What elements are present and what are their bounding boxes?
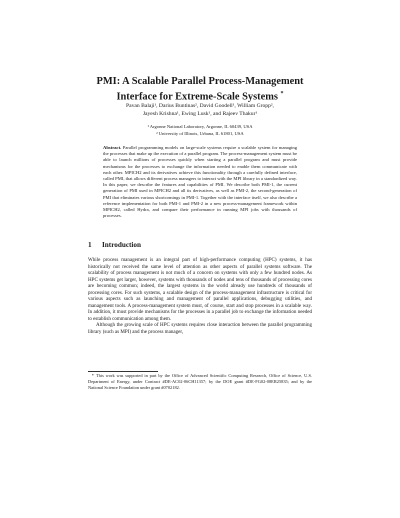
paragraph-1: While process management is an integral part of high-performance computing (HPC) systems, it has historically not received the same level of attention as other aspects of parallel systems software. The scalability of process management is not much of a concern on systems with only a few hundred nodes. As HPC systems get larger, however, systems with thousands of nodes and tens of thousands of processing cores are becoming common; indeed, the largest systems in the world already use hundreds of thousands of processing cores. For such systems, a scalable design of the process-management infrastructure is critical for various aspects such as launching and management of parallel applications, debugging utilities, and management tools. A process-management system must, of course, start and stop processes in a scalable way. In addition, it must provide mechanisms for the processes in a parallel job to exchange the information needed to establish communication among them. (88, 257, 312, 322)
title-line-2-text: Interface for Extreme-Scale Systems (116, 91, 278, 103)
authors-line-2: Jayesh Krishna¹, Ewing Lusk¹, and Rajeev Thakur¹ (142, 111, 258, 117)
authors-line-1: Pavan Balaji¹, Darius Buntinas², David Goodell¹, William Gropp², (126, 103, 274, 109)
footnote-rule (88, 371, 158, 372)
section-title: Introduction (102, 241, 142, 249)
paper-title (80, 75, 320, 103)
footnote (88, 373, 312, 391)
affiliations (100, 124, 300, 137)
title-line-1: PMI: A Scalable Parallel Process-Management (96, 76, 304, 87)
section-heading (88, 241, 141, 249)
paragraph-2: Although the growing scale of HPC systems requires close interaction between the parallel programming library (such as MPI) and the process manager, (88, 322, 312, 336)
footnote-mark: * (91, 373, 94, 378)
abstract-text: Parallel programming models on large-scale systems require a scalable system for managing the processes that make up the execution of a parallel program. The process-management system must be able to launch millions of processes quickly when starting a parallel program and must provide mechanisms for the processes to exchange the information needed to enable them communicate with each other. MPICH2 and its derivatives achieve this functionality through a carefully defined interface, called PMI, that allows different process managers to interact with the MPI library in a standardized way. In this paper, we describe the features and capabilities of PMI. We describe both PMI-1, the current generation of PMI used in MPICH2 and all its derivatives, as well as PMI-2, the second-generation of PMI that eliminates various shortcomings in PMI-1. Together with the interface itself, we also describe a reference implementation for both PMI-1 and PMI-2 in a new process-management framework within MPICH2, called Hydra, and compare their performance in running MPI jobs with thousands of processes. (103, 145, 297, 219)
footnote-text: This work was supported in part by the Office of Advanced Scientific Computing Research, Office of Science, U.S. Department of Energy, under Contract #DE-AC02-06CH11357; by the DOE grant #DE-FG02-08ER25835; and by the National Science Foundation under grant #0702182. (88, 373, 312, 390)
abstract-label: Abstract. (103, 145, 122, 150)
affiliation-1: ¹ Argonne National Laboratory, Argonne, IL 60439, USA (147, 124, 253, 129)
title-footnote-mark: * (280, 91, 284, 97)
affiliation-2: ² University of Illinois, Urbana, IL 61801, USA (156, 130, 244, 136)
author-list (82, 102, 318, 118)
section-number: 1 (88, 241, 92, 249)
body-text (88, 257, 312, 336)
abstract (103, 145, 297, 219)
